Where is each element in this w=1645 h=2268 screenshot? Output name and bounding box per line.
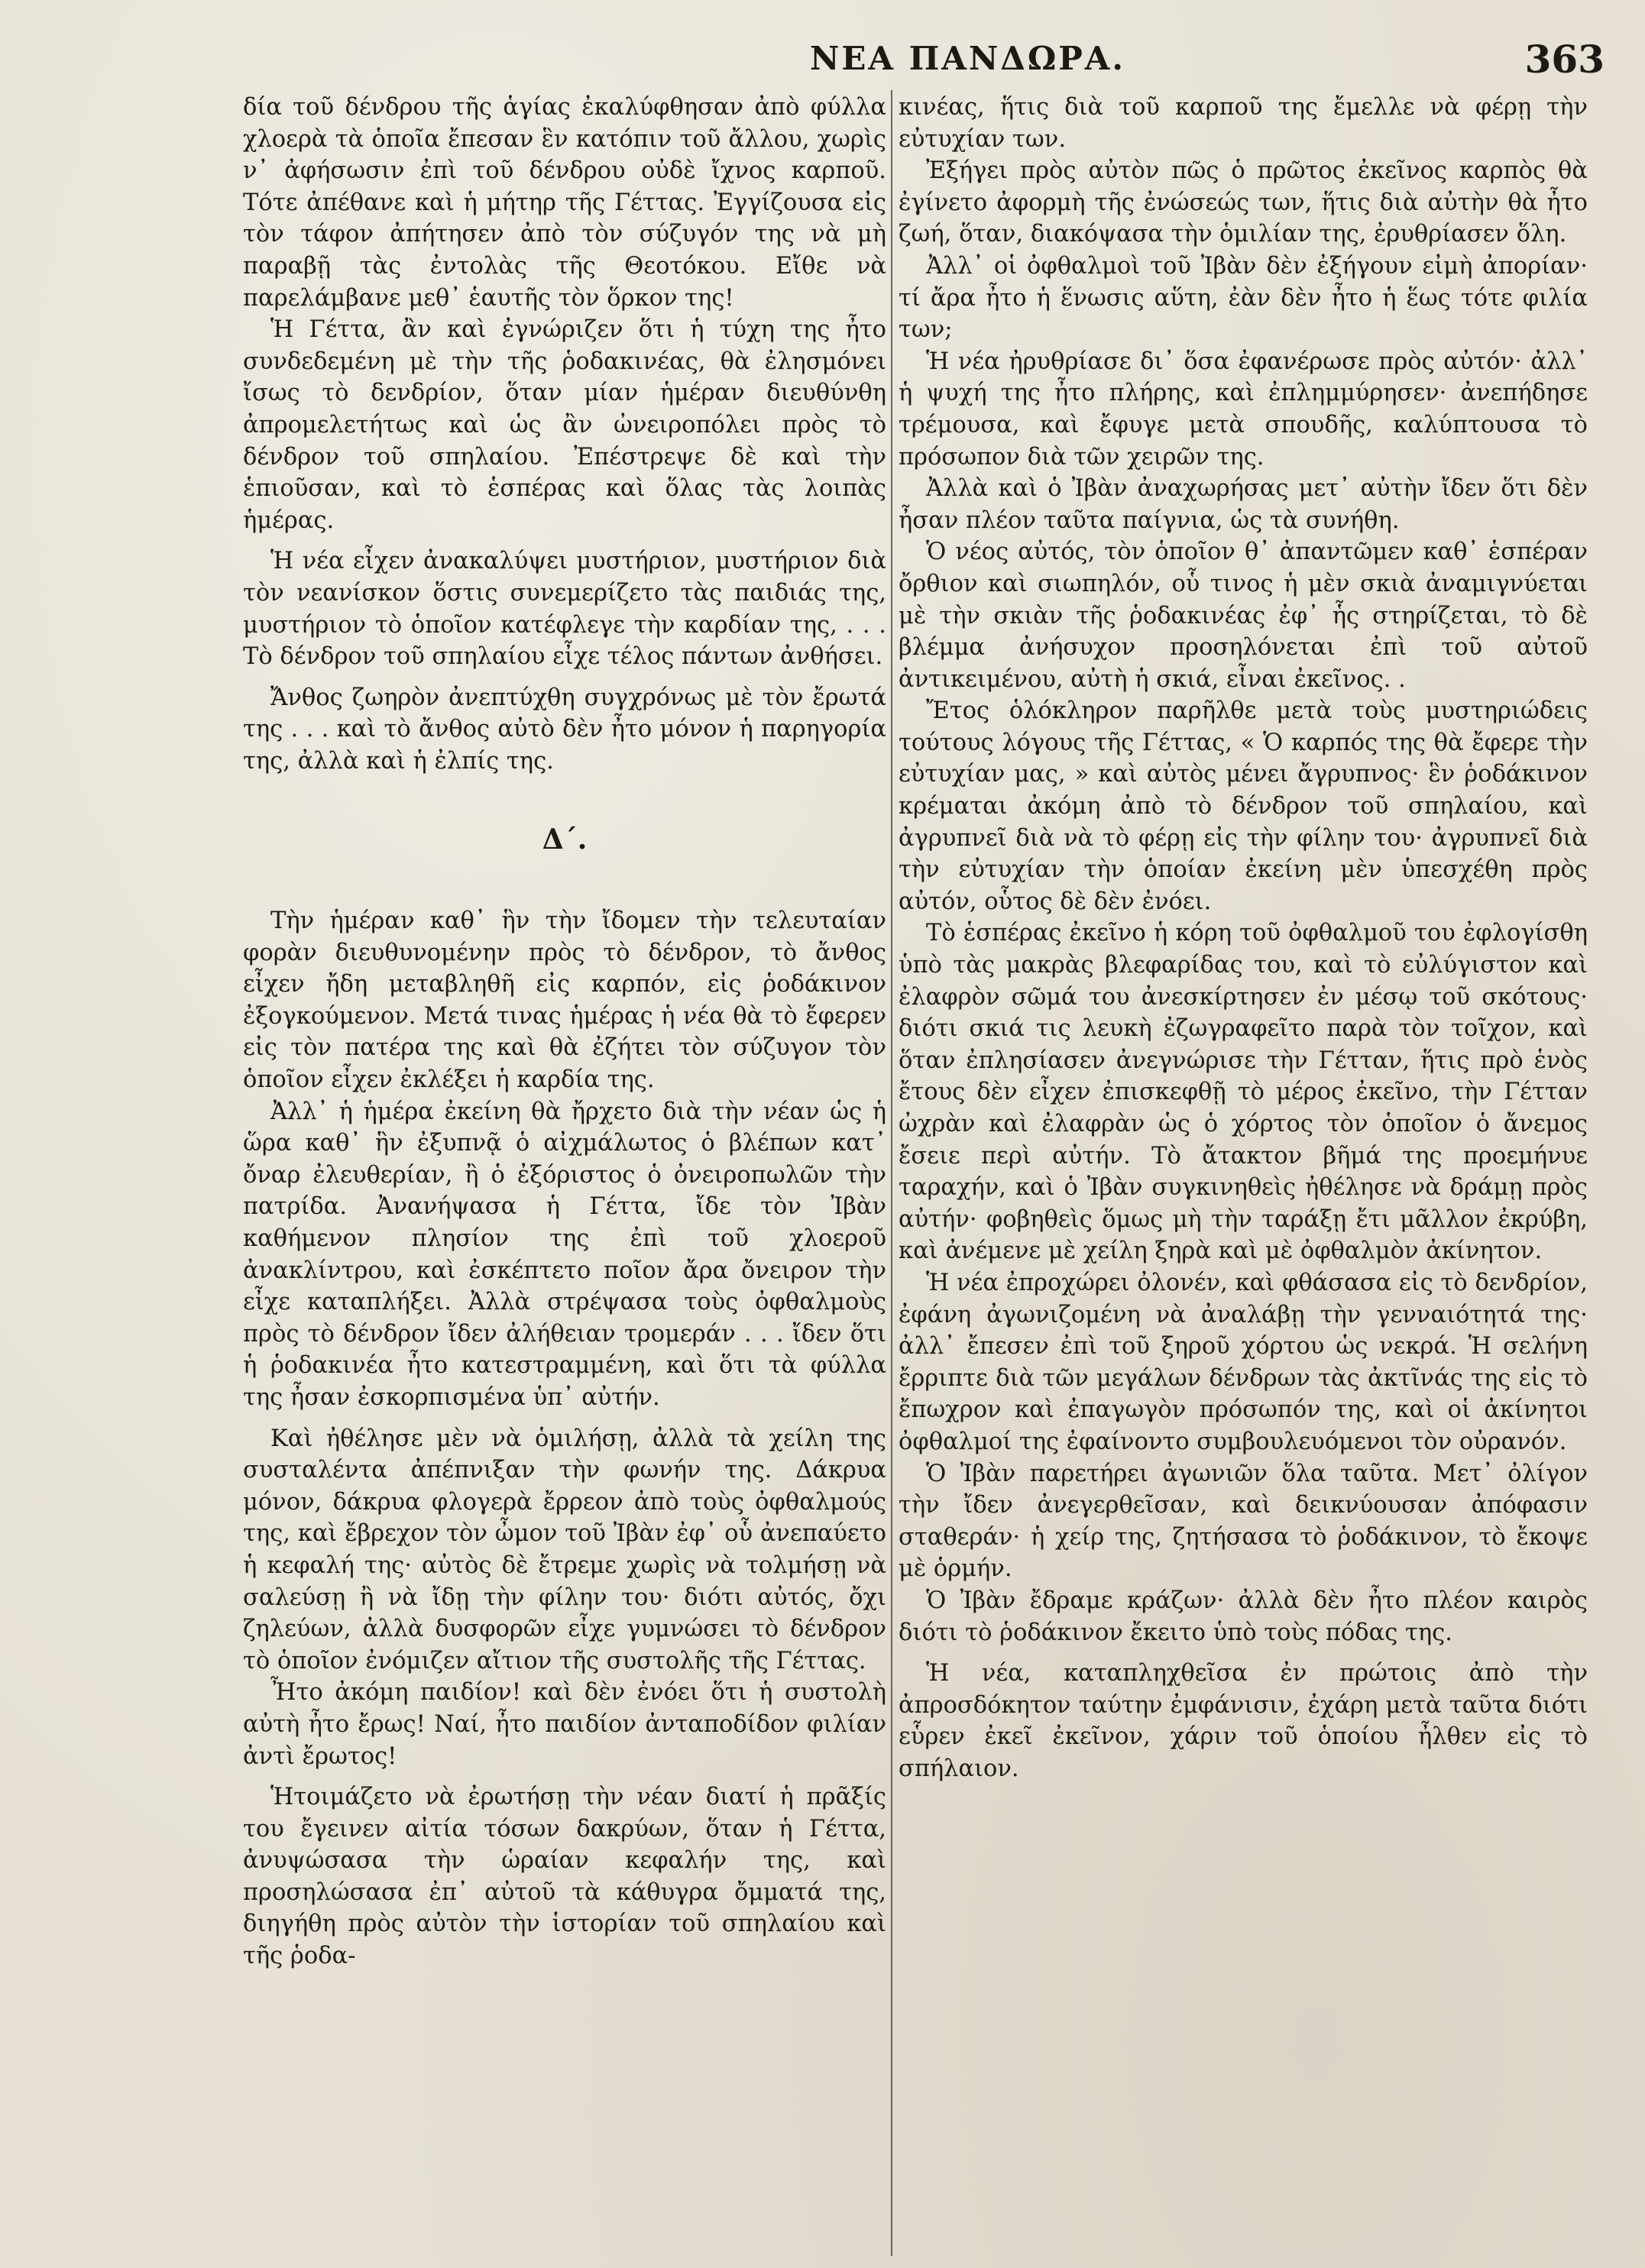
paragraph: Ἡ νέα, καταπληχθεῖσα ἐν πρώτοις ἀπὸ τὴν ἀπροσδόκητον ταύτην ἐμφάνισιν, ἐχάρη μετὰ ταῦτα διότι εὗρεν ἐκεῖ ἐκεῖνον, χάριν τοῦ ὁποίου ἦλθεν εἰς τὸ σπήλαιον. — [899, 1660, 1588, 1782]
paragraph: Ἄνθος ζωηρὸν ἀνεπτύχθη συγχρόνως μὲ τὸν ἔρωτά της . . . καὶ τὸ ἄνθος αὐτὸ δὲν ἦτο μόνον ἡ παρηγορία της, ἀλλὰ καὶ ἡ ἐλπίς της. — [243, 684, 886, 775]
paragraph: Καὶ ἠθέλησε μὲν νὰ ὁμιλήσῃ, ἀλλὰ τὰ χείλη της συσταλέντα ἀπέπνιξαν τὴν φωνήν της. Δάκρυα μόνον, δάκρυα φλογερὰ ἔρρεον ἀπὸ τοὺς ὀφθαλμούς της, καὶ ἔβρεχον τὸν ὦμον τοῦ Ἰβὰν ἐφ᾽ οὗ ἀνεπαύετο ἡ κεφαλή της· αὐτὸς δὲ ἔτρεμε χωρὶς νὰ τολμήσῃ νὰ σαλεύσῃ ἢ νὰ ἴδῃ τὴν φίλην του· διότι αὐτός, ὄχι ζηλεύων, ἀλλὰ δυσφορῶν εἶχε γυμνώσει τὸ δένδρον τὸ ὁποῖον ἐνόμιζεν αἴτιον τῆς συστολῆς τῆς Γέττας. — [243, 1425, 886, 1674]
right-column — [899, 92, 1588, 2253]
page-header — [229, 37, 1605, 83]
paragraph: Ἐξήγει πρὸς αὐτὸν πῶς ὁ πρῶτος ἐκεῖνος καρπὸς θὰ ἐγίνετο ἀφορμὴ τῆς ἐνώσεώς των, ἥτις διὰ αὐτὴν θὰ ἦτο ζωή, ὅταν, διακόψασα τὴν ὁμιλίαν της, ἐρυθρίασεν ὅλη. — [899, 157, 1588, 248]
paragraph: Ἡτοιμάζετο νὰ ἐρωτήσῃ τὴν νέαν διατί ἡ πρᾶξίς του ἔγεινεν αἰτία τόσων δακρύων, ὅταν ἡ Γέττα, ἀνυψώσασα τὴν ὡραίαν κεφαλήν της, καὶ προσηλώσασα ἐπ᾽ αὐτοῦ τὰ κάθυγρα ὄμματά της, διηγήθη πρὸς αὐτὸν τὴν ἱστορίαν τοῦ σπηλαίου καὶ τῆς ῥοδα- — [243, 1784, 886, 1970]
paragraph: Τὸ ἑσπέρας ἐκεῖνο ἡ κόρη τοῦ ὀφθαλμοῦ του ἐφλογίσθη ὑπὸ τὰς μακρὰς βλεφαρίδας του, καὶ τὸ εὐλύγιστον καὶ ἐλαφρὸν σῶμά του ἀνεσκίρτησεν ἐν μέσῳ τοῦ σκότους· διότι σκιά τις λευκὴ ἐζωγραφεῖτο παρὰ τὸν τοῖχον, καὶ ὅταν ἐπλησίασεν ἀνεγνώρισε τὴν Γέτταν, ἥτις πρὸ ἑνὸς ἔτους δὲν εἶχεν ἐπισκεφθῇ τὸ μέρος ἐκεῖνο, τὴν Γέτταν ὠχρὰν καὶ ἐλαφρὰν ὡς ὁ χόρτος τὸν ὁποῖον ὁ ἄνεμος ἔσειε περὶ αὐτήν. Τὸ ἄτακτον βῆμά της προεμήνυε ταραχήν, καὶ ὁ Ἰβὰν συγκινηθεὶς ἠθέλησε νὰ δράμῃ πρὸς αὐτήν· φοβηθεὶς ὅμως μὴ τὴν ταράξῃ ἔτι μᾶλλον ἐκρύβη, καὶ ἀνέμενε μὲ χείλη ξηρὰ καὶ μὲ ὀφθαλμὸν ἀκίνητον. — [899, 920, 1588, 1265]
column-divider — [891, 90, 892, 2256]
paragraph: Ἀλλὰ καὶ ὁ Ἰβὰν ἀναχωρήσας μετ᾽ αὐτὴν ἴδεν ὅτι δὲν ἦσαν πλέον ταῦτα παίγνια, ὡς τὰ συνήθη. — [899, 475, 1588, 534]
paragraph: Ὁ νέος αὐτός, τὸν ὁποῖον θ᾽ ἀπαντῶμεν καθ᾽ ἑσπέραν ὄρθιον καὶ σιωπηλόν, οὗ τινος ἡ μὲν σκιὰ ἀναμιγνύεται μὲ τὴν σκιὰν τῆς ῥοδακινέας ἐφ᾽ ἧς στηρίζεται, τὸ δὲ βλέμμα ἀνήσυχον προσηλόνεται ἐπὶ τοῦ αὐτοῦ ἀντικειμένου, αὐτὴ ἡ σκιά, εἶναι ἐκεῖνος. . — [899, 539, 1588, 693]
paragraph: Ἀλλ᾽ οἱ ὀφθαλμοὶ τοῦ Ἰβὰν δὲν ἐξήγουν εἰμὴ ἀπορίαν· τί ἄρα ἦτο ἡ ἕνωσις αὕτη, ἐὰν δὲν ἦτο ἡ ἕως τότε φιλία των; — [899, 252, 1588, 344]
paragraph: Ἔτος ὁλόκληρον παρῆλθε μετὰ τοὺς μυστηριώδεις τούτους λόγους τῆς Γέττας, « Ὁ καρπός της θὰ ἔφερε τὴν εὐτυχίαν μας, » καὶ αὐτὸς μένει ἄγρυπνος· ἓν ῥοδάκινον κρέμαται ἀκόμη ἀπὸ τὸ δένδρον τοῦ σπηλαίου, καὶ ἀγρυπνεῖ διὰ νὰ τὸ φέρῃ εἰς τὴν φίλην του· ἀγρυπνεῖ διὰ τὴν εὐτυχίαν τὴν ὁποίαν ἐκείνη μὲν ὑπεσχέθη πρὸς αὐτόν, οὗτος δὲ δὲν ἐνόει. — [899, 697, 1588, 915]
paragraph: Ὁ Ἰβὰν ἔδραμε κράζων· ἀλλὰ δὲν ἦτο πλέον καιρὸς διότι τὸ ῥοδάκινον ἔκειτο ὑπὸ τοὺς πόδας της. — [899, 1587, 1588, 1646]
journal-title: ΝΕΑ ΠΑΝΔΩΡΑ. — [810, 40, 1126, 77]
paragraph: Ἡ νέα εἶχεν ἀνακαλύψει μυστήριον, μυστήριον διὰ τὸν νεανίσκον ὅστις συνεμερίζετο τὰς παιδιάς της, μυστήριον τὸ ὁποῖον κατέφλεγε τὴν καρδίαν της, . . . Τὸ δένδρον τοῦ σπηλαίου εἶχε τέλος πάντων ἀνθήσει. — [243, 548, 886, 671]
paragraph: κινέας, ἥτις διὰ τοῦ καρποῦ της ἔμελλε νὰ φέρῃ τὴν εὐτυχίαν των. — [899, 94, 1588, 153]
page-number: 363 — [1524, 37, 1605, 82]
section-heading: Δ΄. — [542, 823, 588, 856]
paragraph: Τὴν ἡμέραν καθ᾽ ἣν τὴν ἴδομεν τὴν τελευταίαν φορὰν διευθυνομένην πρὸς τὸ δένδρον, τὸ ἄνθος εἶχεν ἤδη μεταβληθῆ εἰς καρπόν, εἰς ῥοδάκινον ἐξογκούμενον. Μετά τινας ἡμέρας ἡ νέα θὰ τὸ ἔφερεν εἰς τὸν πατέρα της καὶ θὰ ἐζήτει τὸν σύζυγον τὸν ὁποῖον εἶχεν ἐκλέξει ἡ καρδία της. — [243, 908, 886, 1094]
paragraph: Ὁ Ἰβὰν παρετήρει ἀγωνιῶν ὅλα ταῦτα. Μετ᾽ ὀλίγον τὴν ἴδεν ἀνεγερθεῖσαν, καὶ δεικνύουσαν ἀπόφασιν σταθεράν· ἡ χείρ της, ζητήσασα τὸ ῥοδάκινον, τὸ ἔκοψε μὲ ὁρμήν. — [899, 1460, 1588, 1583]
paragraph: δία τοῦ δένδρου τῆς ἁγίας ἐκαλύφθησαν ἀπὸ φύλλα χλοερὰ τὰ ὁποῖα ἔπεσαν ἓν κατόπιν τοῦ ἄλλου, χωρὶς ν᾽ ἀφήσωσιν ἐπὶ τοῦ δένδρου οὐδὲ ἴχνος καρποῦ. Τότε ἀπέθανε καὶ ἡ μήτηρ τῆς Γέττας. Ἐγγίζουσα εἰς τὸν τάφον ἀπήτησεν ἀπὸ τὸν σύζυγόν της νὰ μὴ παραβῇ τὰς ἐντολὰς τῆς Θεοτόκου. Εἴθε νὰ παρελάμβανε μεθ᾽ ἑαυτῆς τὸν ὅρκον της! — [243, 94, 886, 312]
paragraph: Ἦτο ἀκόμη παιδίον! καὶ δὲν ἐνόει ὅτι ἡ συστολὴ αὐτὴ ἦτο ἔρως! Ναί, ἦτο παιδίον ἀνταποδίδον φιλίαν ἀντὶ ἔρωτος! — [243, 1679, 886, 1770]
paragraph: Ἡ νέα ἐπροχώρει ὀλονέν, καὶ φθάσασα εἰς τὸ δενδρίον, ἐφάνη ἀγωνιζομένη νὰ ἀναλάβῃ τὴν γενναιότητά της· ἀλλ᾽ ἔπεσεν ἐπὶ τοῦ ξηροῦ χόρτου ὡς νεκρά. Ἡ σελήνη ἔρριπτε διὰ τῶν μεγάλων δένδρων τὰς ἀκτῖνάς της εἰς τὸ ἔπωχρον καὶ ἐπαγωγὸν πρόσωπόν της, καὶ οἱ ἀκίνητοι ὀφθαλμοί της ἐφαίνοντο συμβουλευόμενοι τὸν οὐρανόν. — [899, 1269, 1588, 1455]
paragraph: Ἡ Γέττα, ἂν καὶ ἐγνώριζεν ὅτι ἡ τύχη της ἦτο συνδεδεμένη μὲ τὴν τῆς ῥοδακινέας, θὰ ἐλησμόνει ἴσως τὸ δενδρίον, ὅταν μίαν ἡμέραν διευθύνθη ἀπρομελετήτως καὶ ὡς ἂν ὠνειροπόλει πρὸς τὸ δένδρον τοῦ σπηλαίου. Ἐπέστρεψε δὲ καὶ τὴν ἑπιοῦσαν, καὶ τὸ ἑσπέρας καὶ ὅλας τὰς λοιπὰς ἡμέρας. — [243, 316, 886, 534]
paragraph: Ἀλλ᾽ ἡ ἡμέρα ἐκείνη θὰ ἤρχετο διὰ τὴν νέαν ὡς ἡ ὥρα καθ᾽ ἣν ἐξυπνᾷ ὁ αἰχμάλωτος ὁ βλέπων κατ᾽ ὄναρ ἐλευθερίαν, ἢ ὁ ἐξόριστος ὁ ὀνειροπωλῶν τὴν πατρίδα. Ἀνανήψασα ἡ Γέττα, ἴδε τὸν Ἰβὰν καθήμενον πλησίον της ἐπὶ τοῦ χλοεροῦ ἀνακλίντρου, καὶ ἐσκέπτετο ποῖον ἄρα ὄνειρον τὴν εἶχε καταπλήξει. Ἀλλὰ στρέψασα τοὺς ὀφθαλμοὺς πρὸς τὸ δένδρον ἴδεν ἀλήθειαν τρομεράν . . . ἴδεν ὅτι ἡ ῥοδακινέα ἦτο κατεστραμμένη, καὶ ὅτι τὰ φύλλα της ἦσαν ἐσκορπισμένα ὑπ᾽ αὐτήν. — [243, 1098, 886, 1411]
paragraph: Ἡ νέα ἠρυθρίασε δι᾽ ὅσα ἐφανέρωσε πρὸς αὐτόν· ἀλλ᾽ ἡ ψυχή της ἦτο πλήρης, καὶ ἐπλημμύρησεν· ἀνεπήδησε τρέμουσα, καὶ ἔφυγε μετὰ σπουδῆς, καλύπτουσα τὸ πρόσωπον διὰ τῶν χειρῶν της. — [899, 348, 1588, 471]
left-column — [243, 92, 886, 2253]
